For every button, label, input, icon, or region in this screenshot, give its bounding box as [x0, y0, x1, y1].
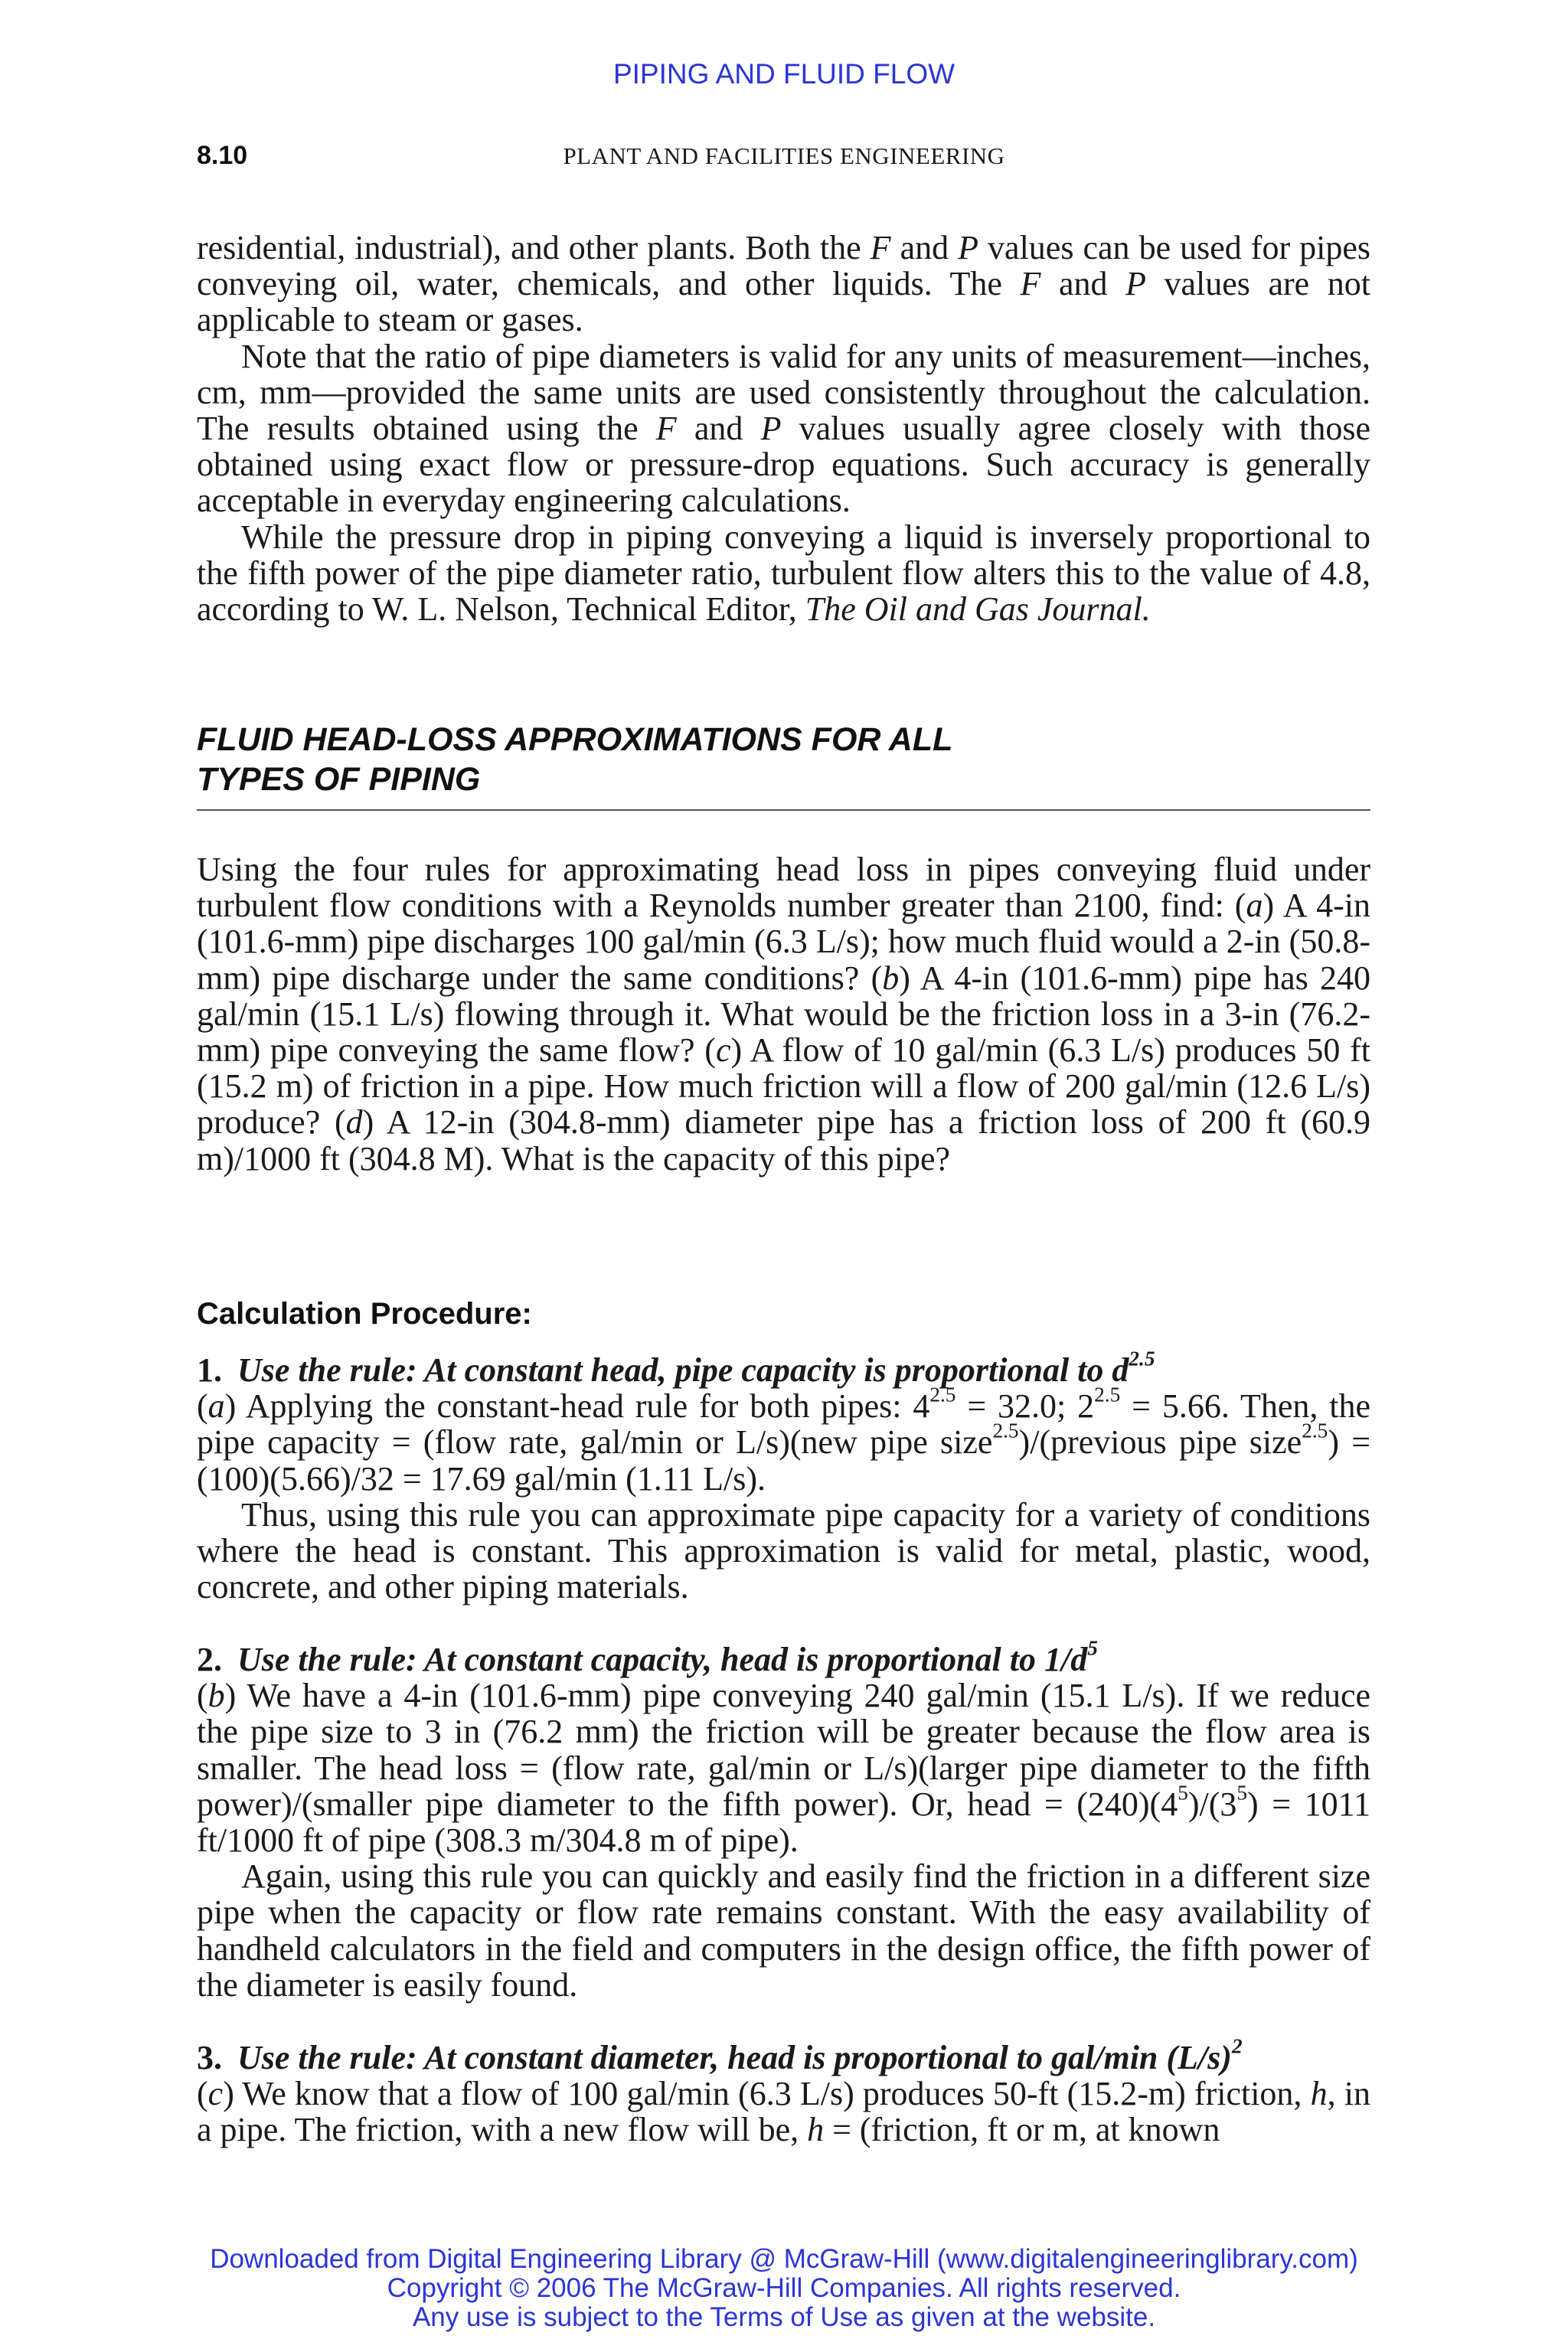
problem-statement [197, 851, 1370, 1177]
footer-copyright[interactable]: Copyright © 2006 The McGraw-Hill Companies. All rights reserved. [387, 2273, 1181, 2303]
section-title [197, 720, 952, 799]
top-chapter-link[interactable]: PIPING AND FLUID FLOW [612, 58, 956, 90]
problem-paragraph: Using the four rules for approximating head loss in pipes conveying fluid under turbulent flow conditions with a Reynolds number greater than 2100, find: (a) A 4-in (101.6-mm) pipe discharges 100 gal/min (6.3 L/s); how much fluid would a 2-in (50.8-mm) pipe discharge under the same conditions? (b) A 4-in (101.6-mm) pipe has 240 gal/min (15.1 L/s) flowing through it. What would be the friction loss in a 3-in (76.2-mm) pipe conveying the same flow? (c) A flow of 10 gal/min (6.3 L/s) produces 50 ft (15.2 m) of friction in a pipe. How much friction will a flow of 200 gal/min (12.6 L/s) produce? (d) A 12-in (304.8-mm) diameter pipe has a friction loss of 200 ft (60.9 m)/1000 ft (304.8 M). What is the capacity of this pipe? [197, 851, 1371, 1178]
step-3-heading: 3. Use the rule: At constant diameter, head is proportional to gal/min $(L/s)^2$ [197, 2034, 1243, 2076]
step-1-heading: 1. Use the rule: At constant head, pipe capacity is proportional to $d^{2.5}$ [197, 1347, 1155, 1389]
step-2-paragraph-2: Again, using this rule you can quickly and easily find the friction in a different size pipe when the capacity or flow rate remains constant. With the easy availability of handheld calculators in the field and computers in the design office, the fifth power of the diameter is easily found. [197, 1857, 1370, 2004]
step-2-paragraph-1: (b) We have a 4-in (101.6-mm) pipe conveying 240 gal/min (15.1 L/s). If we reduce the pipe size to 3 in (76.2 mm) the friction will be greater because the flow area is smaller. The head loss = (flow rate, gal/min or L/s)(larger pipe diameter to the fifth power)/(smaller pipe diameter to the fifth power). Or, head = $(240)(4^5)/(3^5) = 1011$ ft/1000 ft of pipe (308.3 m/304.8 m of pipe). [197, 1677, 1370, 1860]
step-1 [197, 1347, 1371, 1606]
section-title-line-2: TYPES OF PIPING [197, 761, 481, 798]
step-1-paragraph-1: (a) Applying the constant-head rule for both pipes: $4^{2.5} = 32.0$; $2^{2.5} = 5.66$. Then, the pipe capacity = (flow rate, gal/min or L/s)(new pipe size$^{2.5}$)/(previous pipe size$^{2.5}$) = (100)(5.66)/32 = 17.69 gal/min (1.11 L/s). [197, 1383, 1371, 1498]
step-1-paragraph-2: Thus, using this rule you can approximate pipe capacity for a variety of conditions where the head is constant. This approximation is valid for metal, plastic, wood, concrete, and other piping materials. [197, 1495, 1370, 1606]
section-title-line-1: FLUID HEAD-LOSS APPROXIMATIONS FOR ALL [197, 721, 953, 758]
footer-download-link[interactable]: Downloaded from Digital Engineering Library @ McGraw-Hill (www.digitalengineeringlibrary.com) [210, 2244, 1358, 2274]
step-3-paragraph-1: (c) We know that a flow of 100 gal/min (6.3 L/s) produces 50-ft (15.2-m) friction, h, in a pipe. The friction, with a new flow will be, h = (friction, ft or m, at known [197, 2075, 1370, 2149]
step-3 [197, 2034, 1370, 2149]
running-head: PLANT AND FACILITIES ENGINEERING [563, 142, 1005, 169]
step-2 [197, 1636, 1370, 2004]
section-divider [197, 809, 1370, 811]
intro-paragraph-3: While the pressure drop in piping conveying a liquid is inversely proportional to the fifth power of the pipe diameter ratio, turbulent flow alters this to the value of 4.8, according to W. L. Nelson, Technical Editor, The Oil and Gas Journal. [197, 518, 1370, 629]
intro-paragraph-2: Note that the ratio of pipe diameters is valid for any units of measurement—inches, cm, mm—provided the same units are used consistently throughout the calculation. The results obtained using the F and P values usually agree closely with those obtained using exact flow or pressure-drop equations. Such accuracy is generally acceptable in everyday engineering calculations. [197, 337, 1370, 520]
intro-text [197, 230, 1370, 627]
page-number: 8.10 [197, 141, 248, 170]
step-2-heading: 2. Use the rule: At constant capacity, head is proportional to $1/d^5$ [197, 1636, 1098, 1678]
footer-terms-link[interactable]: Any use is subject to the Terms of Use as given at the website. [412, 2302, 1156, 2332]
calculation-procedure-heading: Calculation Procedure: [197, 1297, 532, 1331]
intro-paragraph-1: residential, industrial), and other plants. Both the F and P values can be used for pipes conveying oil, water, chemicals, and other liquids. The F and P values are not applicable to steam or gases. [197, 229, 1371, 339]
